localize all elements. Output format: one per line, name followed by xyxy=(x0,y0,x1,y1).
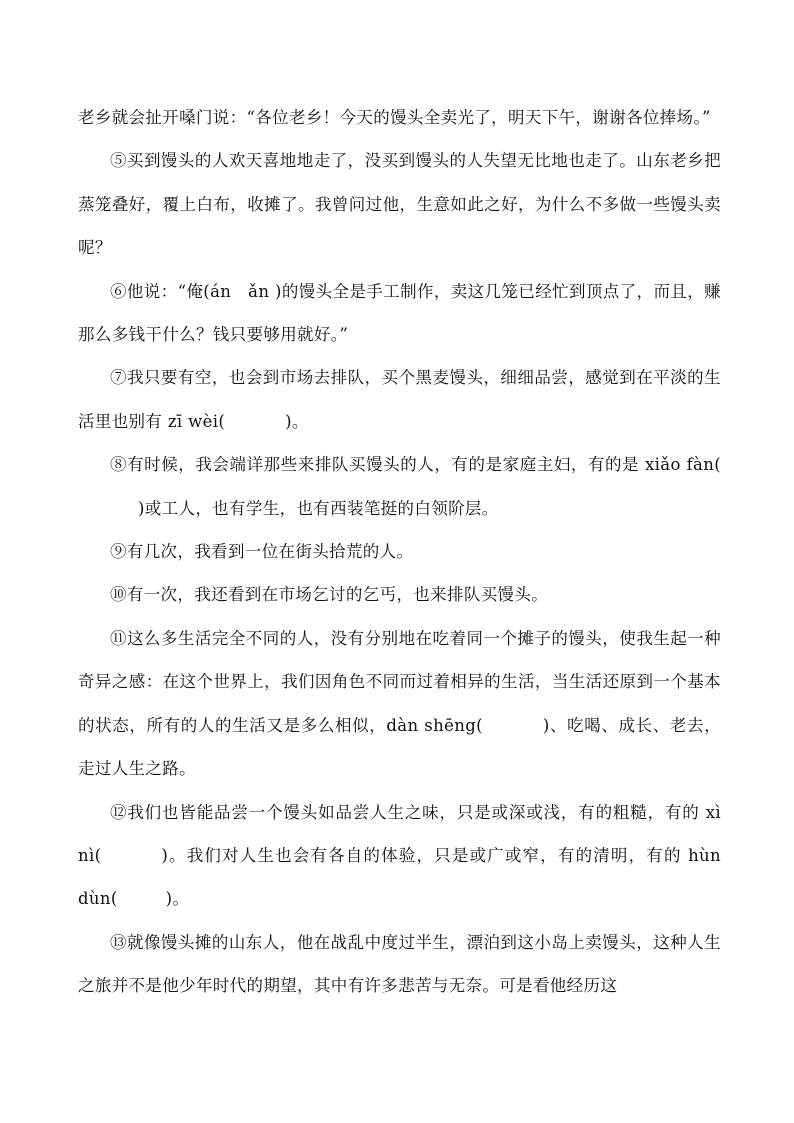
paragraph-11 xyxy=(78,617,721,791)
paragraph-10 xyxy=(78,573,721,616)
paragraph-text: )或工人，也有学生，也有西装笔挺的白领阶层。 xyxy=(138,498,499,518)
paragraph-text: )。 xyxy=(165,889,190,909)
paragraph-8 xyxy=(78,443,721,530)
paragraph-text: )、吃喝、成长、老去，走过人生之路。 xyxy=(78,715,721,779)
paragraph-text: ⑥他说：“俺(án ǎn )的馒头全是手工制作，卖这几笼已经忙到顶点了，而且，赚那么多钱干什么？钱只要够用就好。” xyxy=(78,281,721,345)
paragraph-text: )。 xyxy=(285,411,309,431)
paragraph-text: ⑦我只要有空，也会到市场去排队，买个黑麦馒头，细细品尝，感觉到在平淡的生活里也别有 zī wèi( xyxy=(78,368,721,431)
paragraph-text: ⑩有一次，我还看到在市场乞讨的乞丐，也来排队买馒头。 xyxy=(110,585,549,605)
paragraph-text: )。我们对人生也会有各自的体验，只是或广或窄，有的清明，有的 hùn dùn( xyxy=(78,845,721,909)
paragraph-text: 老乡就会扯开嗓门说：“各位老乡！今天的馒头全卖光了，明天下午，谢谢各位捧场。” xyxy=(78,108,711,127)
paragraph-13 xyxy=(78,921,721,1008)
paragraph-text: ⑬就像馒头摊的山东人，他在战乱中度过半生，漂泊到这小岛上卖馒头，这种人生之旅并不是他少年时代的期望，其中有许多悲苦与无奈。可是看他经历这 xyxy=(78,932,721,996)
paragraph-12 xyxy=(78,791,721,921)
paragraph-text: ⑤买到馒头的人欢天喜地地走了，没买到馒头的人失望无比地也走了。山东老乡把蒸笼叠好，覆上白布，收摊了。我曾问过他，生意如此之好，为什么不多做一些馒头卖呢？ xyxy=(78,151,721,258)
paragraph-text: ⑨有几次，我看到一位在街头拾荒的人。 xyxy=(110,542,414,562)
paragraph-7 xyxy=(78,356,721,443)
paragraph-text: ⑧有时候，我会端详那些来排队买馒头的人，有的是家庭主妇，有的是 xiǎo fàn( xyxy=(110,455,721,475)
paragraph-continuation xyxy=(78,96,721,139)
paragraph-text: ⑫我们也皆能品尝一个馒头如品尝人生之味，只是或深或浅，有的粗糙，有的 xì nì( xyxy=(78,802,721,865)
paragraph-5 xyxy=(78,139,721,269)
paragraph-6 xyxy=(78,270,721,357)
document-body xyxy=(78,96,721,1008)
paragraph-text: ⑪这么多生活完全不同的人，没有分别地在吃着同一个摊子的馒头，使我生起一种奇异之感：在这个世界上，我们因角色不同而过着相异的生活，当生活还原到一个基本的状态，所有的人的生活又是多么相似，dàn shēng( xyxy=(78,628,721,735)
paragraph-9 xyxy=(78,530,721,573)
